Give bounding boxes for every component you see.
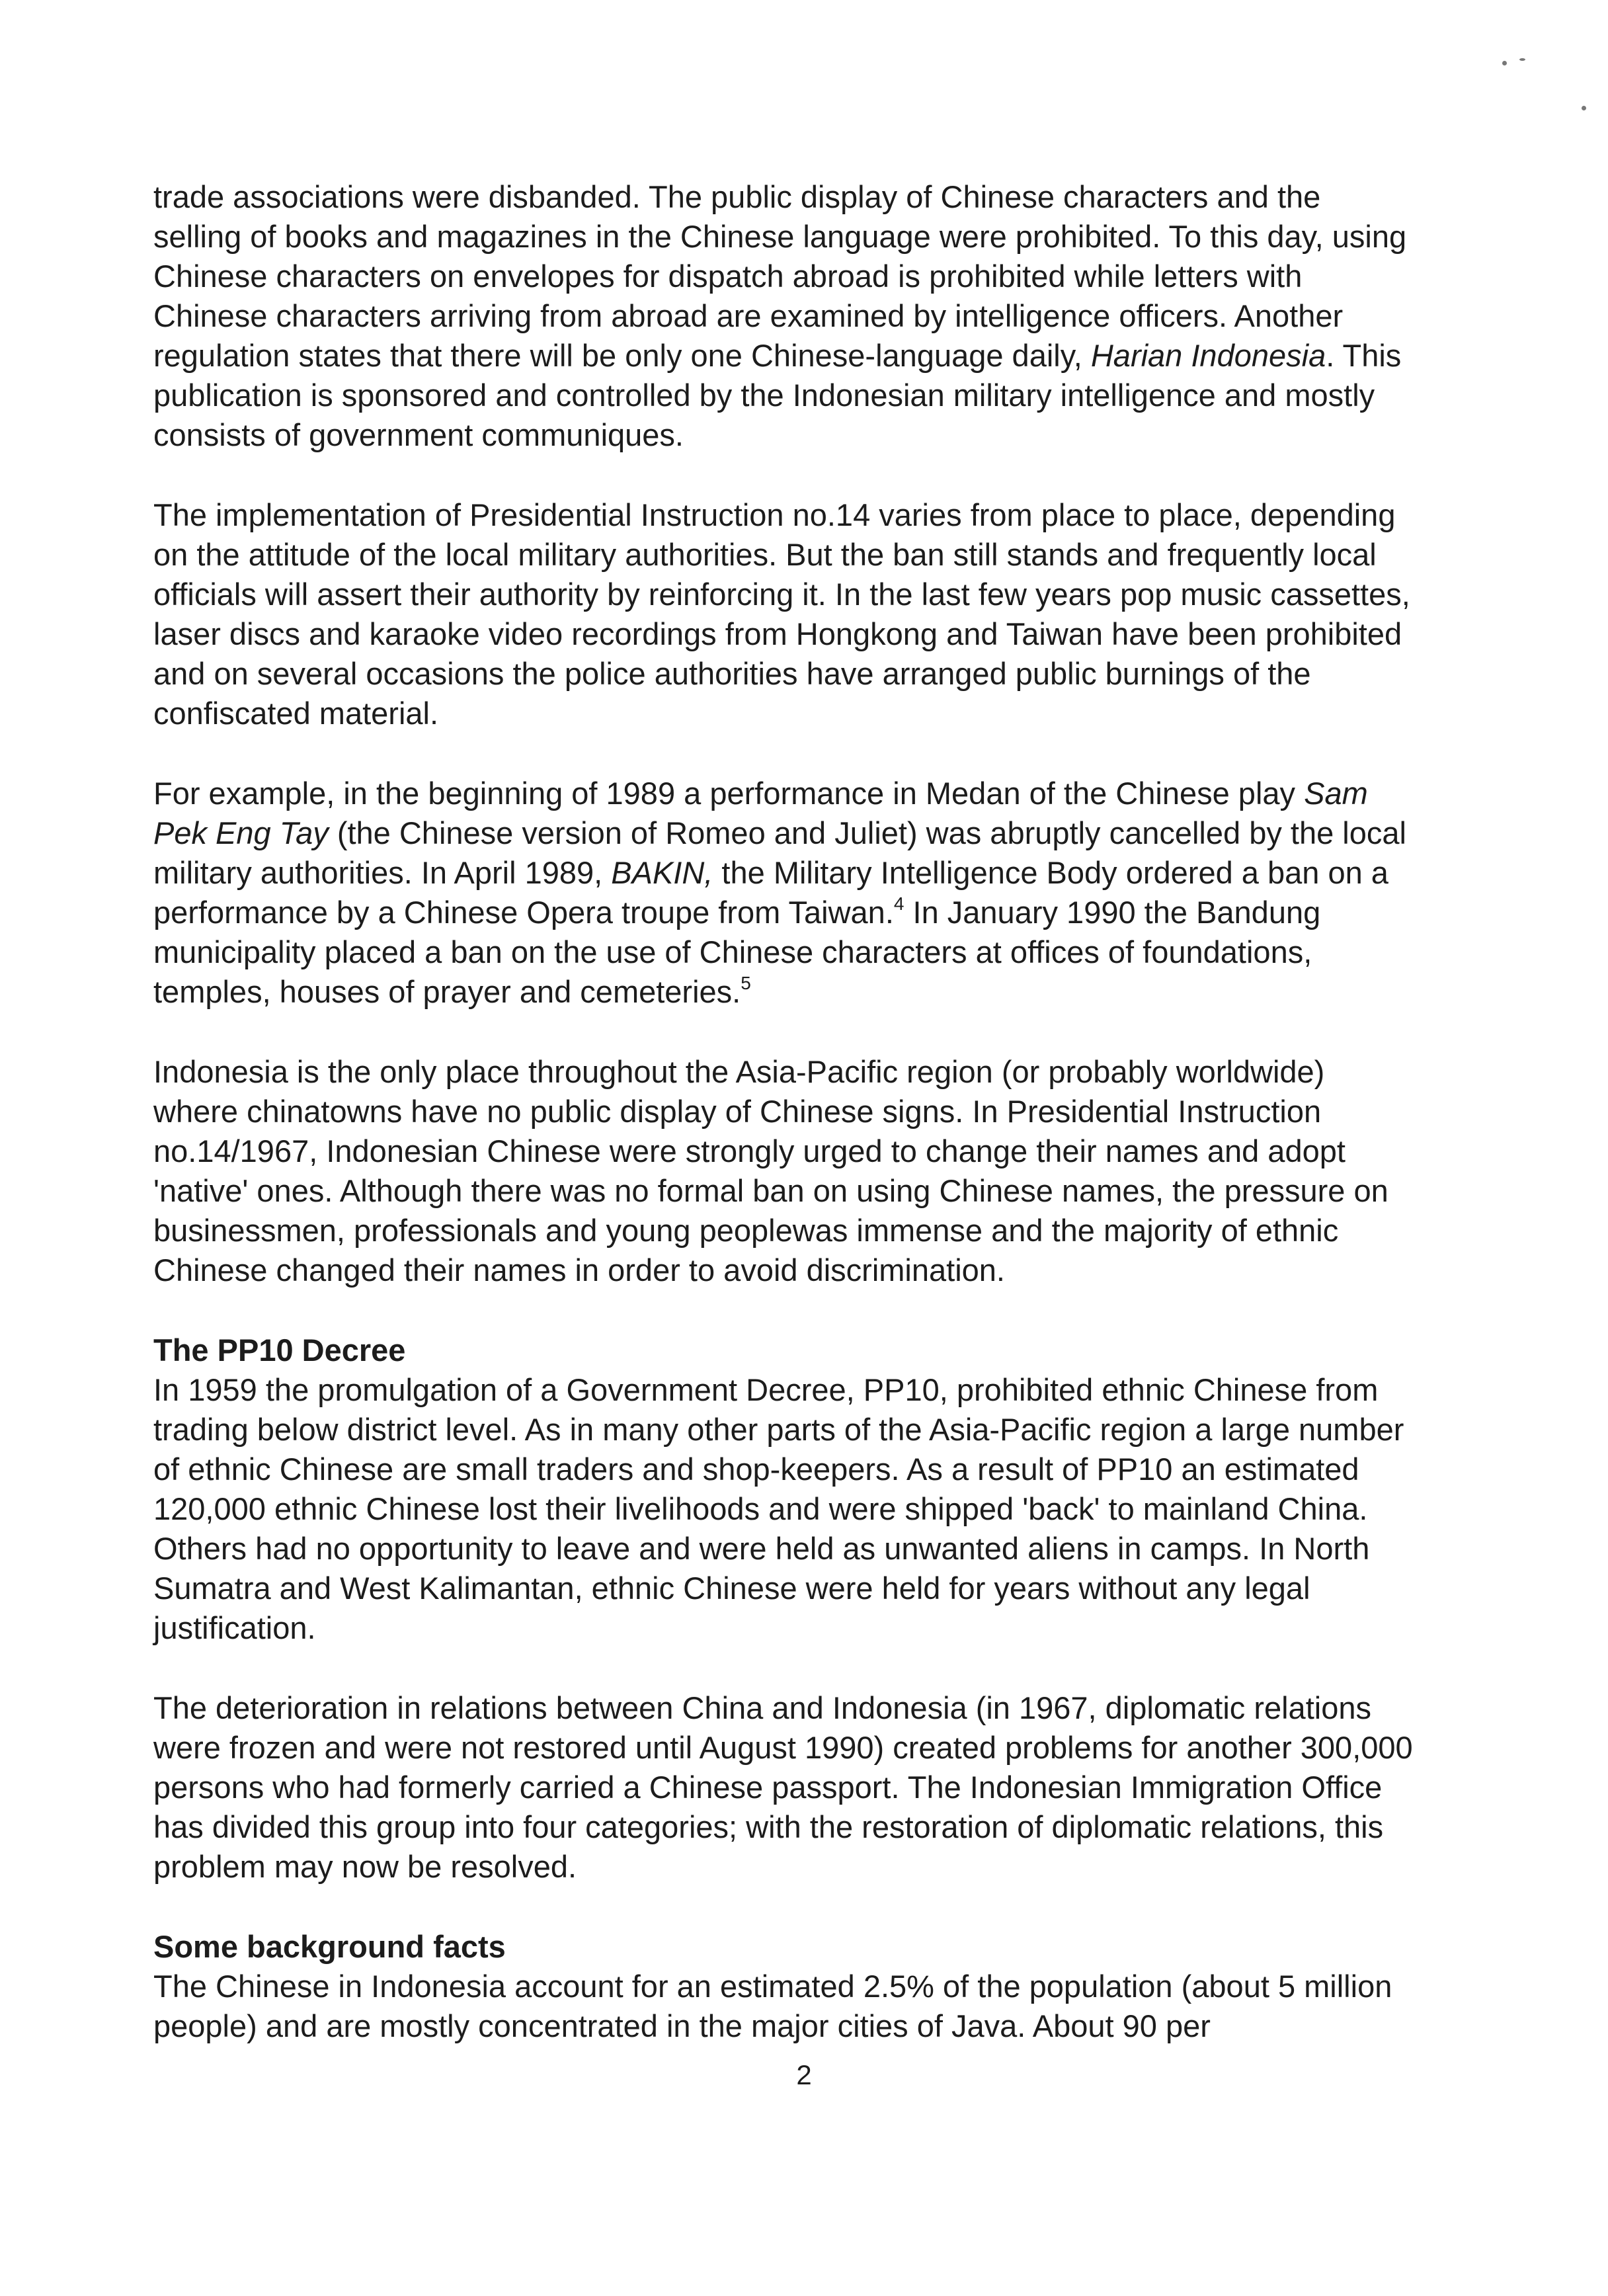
text-run: the Military Intelligence Body ordered a ban on a performance by a Chinese Opera troupe from Taiwan.	[153, 855, 1388, 930]
footnote-reference: 5	[741, 973, 751, 993]
text-run: (the Chinese version of Romeo and Juliet) was abruptly cancelled by the local military authorities. In April 1989,	[153, 815, 1406, 890]
text-run: In January 1990 the Bandung municipality placed a ban on the use of Chinese characters at offices of foundations, temples, houses of prayer and cemeteries.	[153, 895, 1321, 1009]
body-paragraph	[153, 495, 1414, 733]
scan-speck	[1502, 61, 1507, 65]
page-number: 2	[796, 2059, 812, 2090]
body-paragraph	[153, 177, 1414, 455]
text-run: Indonesia is the only place throughout the Asia-Pacific region (or probably worldwide) where chinatowns have no public display of Chinese signs. In Presidential Instruction no.14/1967, Indonesian Chinese were strongly urged to change their names and adopt 'native' ones. Although there was no formal ban on using Chinese names, the pressure on businessmen, professionals and young peoplewas immense and the majority of ethnic Chinese changed their names in order to avoid discrimination.	[153, 1054, 1388, 1288]
scan-speck	[1582, 106, 1586, 110]
body-paragraph	[153, 1967, 1414, 2046]
text-run: . This publication is sponsored and controlled by the Indonesian military intelligence and mostly consists of government communiques.	[153, 338, 1402, 452]
text-run: The implementation of Presidential Instruction no.14 varies from place to place, depending on the attitude of the local military authorities. But the ban still stands and frequently local officials will assert their authority by reinforcing it. In the last few years pop music cassettes, laser discs and karaoke video recordings from Hongkong and Taiwan have been prohibited and on several occasions the police authorities have arranged public burnings of the confiscated material.	[153, 497, 1410, 731]
footnote-reference: 4	[893, 893, 904, 914]
scan-speck	[1519, 58, 1525, 61]
document-body	[153, 177, 1414, 2046]
italic-text: Harian Indonesia	[1090, 338, 1326, 373]
body-paragraph	[153, 1052, 1414, 1290]
body-paragraph	[153, 774, 1414, 1012]
text-run: trade associations were disbanded. The public display of Chinese characters and the selling of books and magazines in the Chinese language were prohibited. To this day, using Chinese characters on envelopes for dispatch abroad is prohibited while letters with Chinese characters arriving from abroad are examined by intelligence officers. Another regulation states that there will be only one Chinese-language daily,	[153, 179, 1407, 373]
body-paragraph	[153, 1688, 1414, 1887]
text-run: The Chinese in Indonesia account for an estimated 2.5% of the population (about 5 million people) and are mostly concentrated in the major cities of Java. About 90 per	[153, 1969, 1392, 2043]
text-run: For example, in the beginning of 1989 a performance in Medan of the Chinese play	[153, 776, 1305, 811]
italic-text: BAKIN,	[611, 855, 713, 890]
text-run: The deterioration in relations between China and Indonesia (in 1967, diplomatic relations were frozen and were not restored until August 1990) created problems for another 300,000 persons who had formerly carried a Chinese passport. The Indonesian Immigration Office has divided this group into four categories; with the restoration of diplomatic relations, this problem may now be resolved.	[153, 1690, 1413, 1884]
body-paragraph	[153, 1370, 1414, 1648]
section-heading: The PP10 Decree	[153, 1332, 406, 1368]
italic-text: Sam Pek Eng Tay	[153, 776, 1368, 850]
section-heading: Some background facts	[153, 1929, 506, 1964]
text-run: In 1959 the promulgation of a Government Decree, PP10, prohibited ethnic Chinese from trading below district level. As in many other parts of the Asia-Pacific region a large number of ethnic Chinese are small traders and shop-keepers. As a result of PP10 an estimated 120,000 ethnic Chinese lost their livelihoods and were shipped 'back' to mainland China. Others had no opportunity to leave and were held as unwanted aliens in camps. In North Sumatra and West Kalimantan, ethnic Chinese were held for years without any legal justification.	[153, 1372, 1404, 1645]
